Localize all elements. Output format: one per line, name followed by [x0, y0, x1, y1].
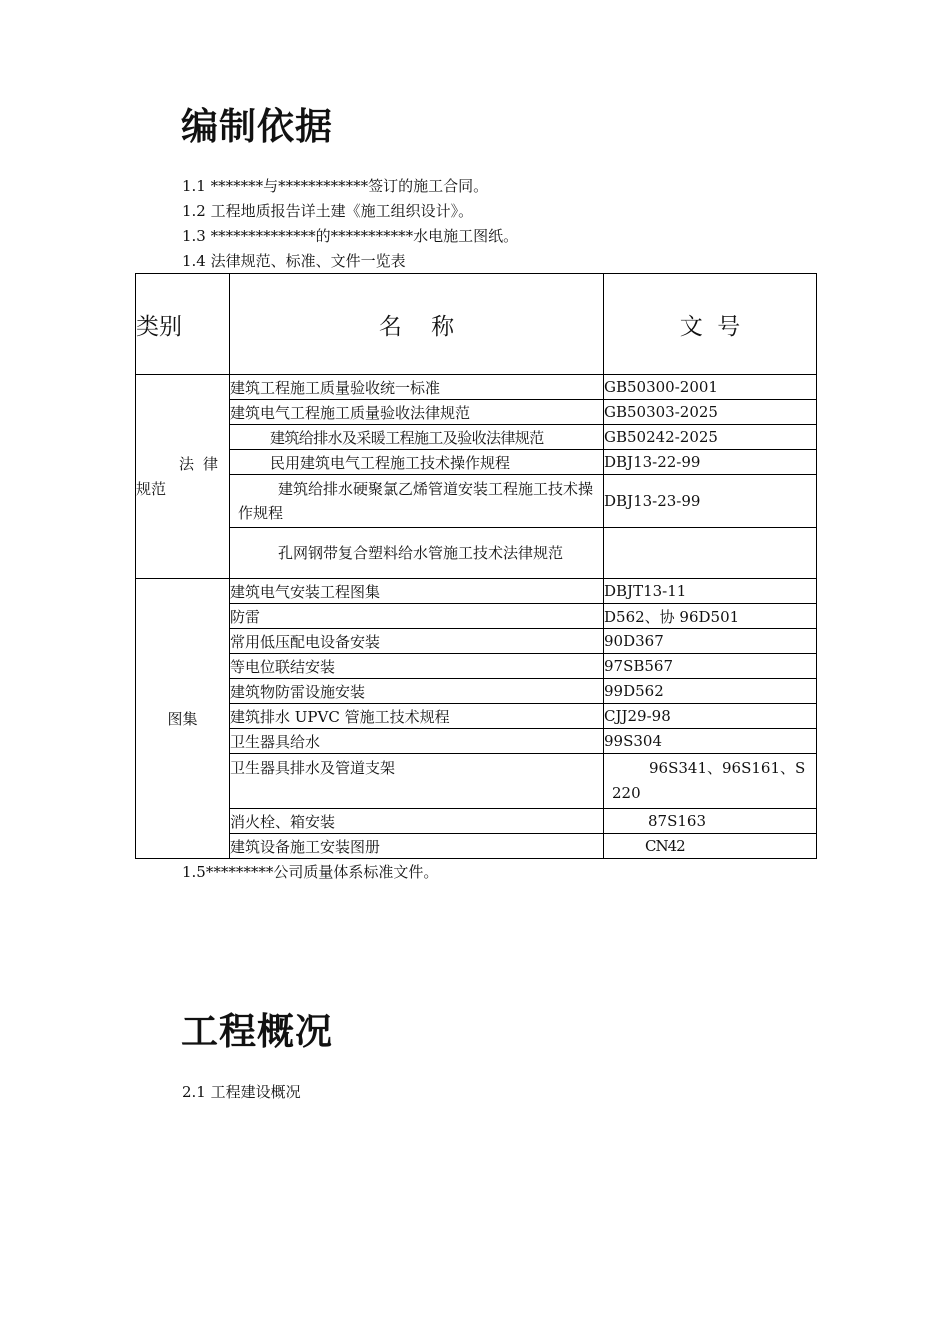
atlas-number: 90D367 [604, 629, 817, 654]
header-number: 文 号 [604, 274, 817, 375]
paragraph-1-3: 1.3 **************的***********水电施工图纸。 [182, 227, 519, 245]
table-row [136, 604, 817, 629]
atlas-number: 99D562 [604, 679, 817, 704]
table-row [136, 528, 817, 579]
atlas-number: 99S304 [604, 729, 817, 754]
table-row [136, 450, 817, 475]
table-row [136, 475, 817, 528]
atlas-number: DBJT13-11 [604, 579, 817, 604]
atlas-number: 96S341、96S161、S220 [604, 754, 817, 809]
table-row [136, 679, 817, 704]
standard-name: 建筑给排水及采暖工程施工及验收法律规范 [230, 425, 604, 450]
table-row [136, 400, 817, 425]
standard-number: DBJ13-22-99 [604, 450, 817, 475]
section-title-basis: 编制依据 [181, 105, 333, 148]
atlas-name: 常用低压配电设备安装 [230, 629, 604, 654]
standard-name: 建筑工程施工质量验收统一标准 [230, 375, 604, 400]
atlas-number: D562、协 96D501 [604, 604, 817, 629]
table-row [136, 809, 817, 834]
atlas-name: 建筑设备施工安装图册 [230, 834, 604, 859]
atlas-number: CJJ29-98 [604, 704, 817, 729]
standard-number: GB50300-2001 [604, 375, 817, 400]
paragraph-1-4: 1.4 法律规范、标准、文件一览表 [182, 252, 406, 270]
paragraph-1-1: 1.1 *******与************签订的施工合同。 [182, 177, 489, 195]
table-row [136, 729, 817, 754]
category-law: 法律 规范 [136, 375, 230, 579]
standard-number: DBJ13-23-99 [604, 475, 817, 528]
atlas-name: 建筑排水 UPVC 管施工技术规程 [230, 704, 604, 729]
atlas-number: 87S163 [604, 809, 817, 834]
standard-number: GB50242-2025 [604, 425, 817, 450]
atlas-name: 卫生器具排水及管道支架 [230, 754, 604, 809]
category-atlas: 图集 [136, 579, 230, 859]
atlas-name: 等电位联结安装 [230, 654, 604, 679]
atlas-name: 建筑物防雷设施安装 [230, 679, 604, 704]
standard-number [604, 528, 817, 579]
table-header-row [136, 274, 817, 375]
table-row [136, 834, 817, 859]
atlas-number: CN42 [604, 834, 817, 859]
table-row [136, 704, 817, 729]
standards-table [135, 273, 817, 859]
paragraph-1-5: 1.5*********公司质量体系标准文件。 [182, 863, 439, 881]
paragraph-1-2: 1.2 工程地质报告详土建《施工组织设计》。 [182, 202, 474, 220]
paragraph-2-1: 2.1 工程建设概况 [182, 1083, 301, 1101]
table-row [136, 425, 817, 450]
standard-name: 建筑电气工程施工质量验收法律规范 [230, 400, 604, 425]
standard-number: GB50303-2025 [604, 400, 817, 425]
atlas-name: 消火栓、箱安装 [230, 809, 604, 834]
standard-name: 建筑给排水硬聚氯乙烯管道安装工程施工技术操作规程 [230, 475, 604, 528]
section-title-overview: 工程概况 [181, 1010, 333, 1053]
atlas-name: 卫生器具给水 [230, 729, 604, 754]
atlas-name: 建筑电气安装工程图集 [230, 579, 604, 604]
atlas-number: 97SB567 [604, 654, 817, 679]
table-row [136, 375, 817, 400]
table-row [136, 754, 817, 809]
standard-name: 孔网钢带复合塑料给水管施工技术法律规范 [230, 528, 604, 579]
table-row [136, 629, 817, 654]
table-row [136, 654, 817, 679]
standard-name: 民用建筑电气工程施工技术操作规程 [230, 450, 604, 475]
table-row [136, 579, 817, 604]
header-category: 类别 [136, 274, 230, 375]
atlas-name: 防雷 [230, 604, 604, 629]
header-name: 名 称 [230, 274, 604, 375]
